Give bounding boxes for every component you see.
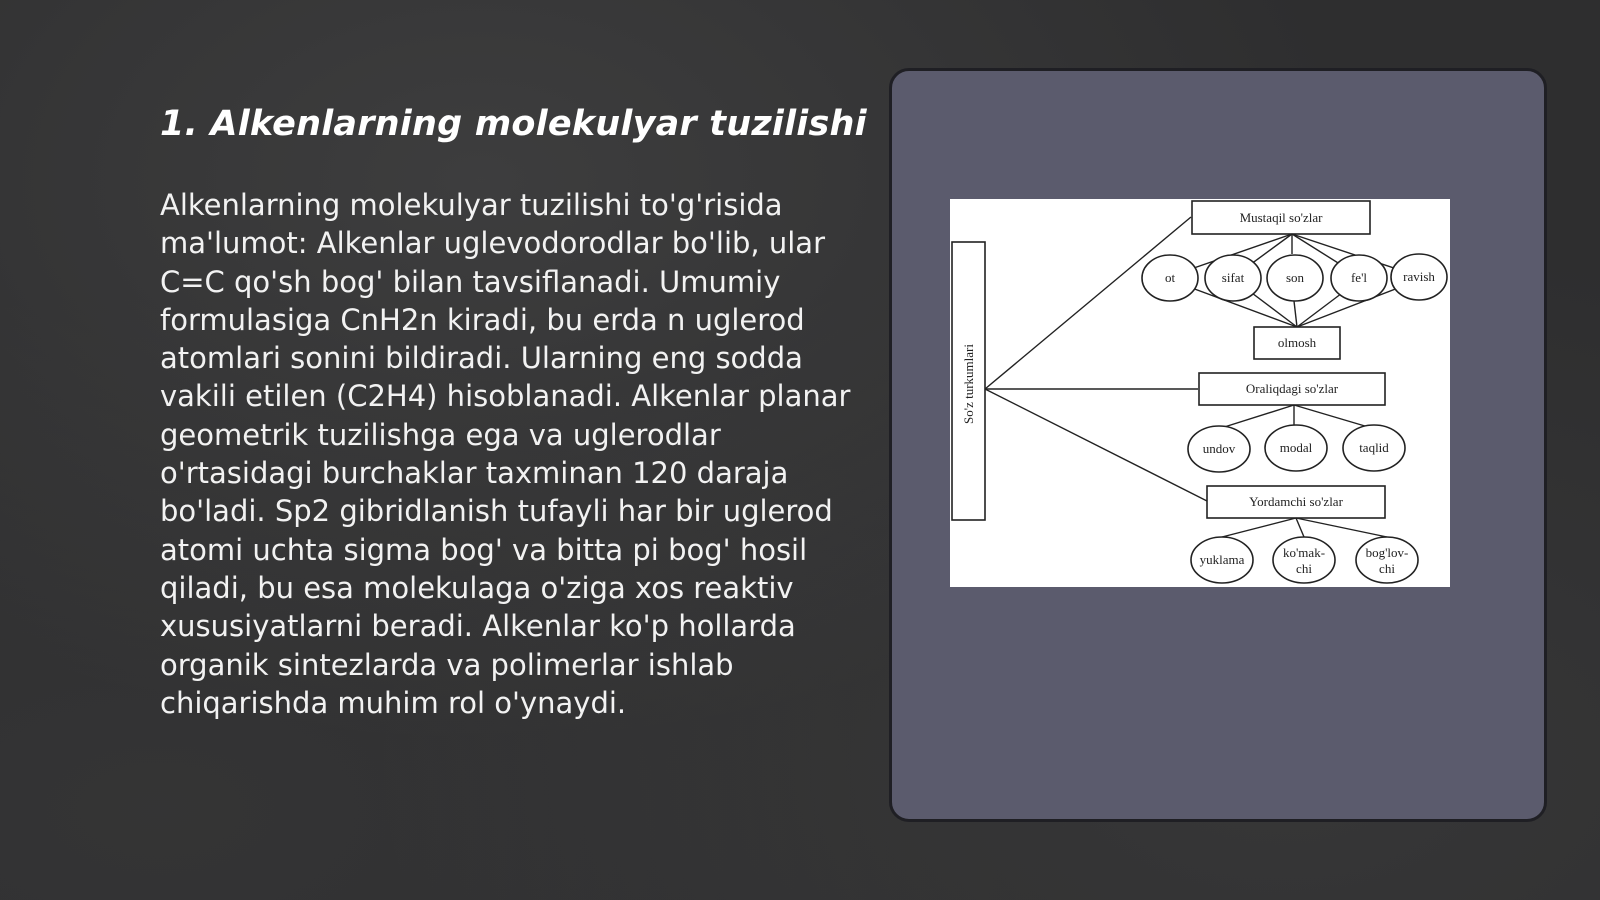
node-ravish-label: ravish (1403, 269, 1435, 284)
node-yuklama-label: yuklama (1199, 552, 1245, 567)
word-classes-diagram (950, 199, 1450, 587)
group-yordamchi-label: Yordamchi so'zlar (1249, 494, 1343, 509)
node-boglovchi (1356, 537, 1418, 583)
node-taqlid-label: taqlid (1359, 440, 1389, 455)
slide-title: 1. Alkenlarning molekulyar tuzilishi (160, 104, 867, 144)
node-modal-label: modal (1279, 440, 1313, 455)
node-komakchi-label-2: chi (1296, 561, 1312, 576)
slide-body-text: Alkenlarning molekulyar tuzilishi to'g'risida ma'lumot: Alkenlar uglevodorodlar bo'lib, ular C=C qo'sh bog' bilan tavsiflanadi. Umumiy formulasiga CnH2n kiradi, bu erda n uglerod atomlari sonini bildiradi. Ularning eng sodda vakili etilen (C2H4) hisoblanadi. Alkenlar planar geometrik tuzilishga ega va uglerodlar o'rtasidagi burchaklar taxminan 120 daraja bo'ladi. Sp2 gibridlanish tufayli har bir uglerod atomi uchta sigma bog' va bitta pi bog' hosil qiladi, bu esa molekulaga o'ziga xos reaktiv xususiyatlarni beradi. Alkenlar ko'p hollarda organik sintezlarda va polimerlar ishlab chiqarishda muhim rol o'ynaydi. (160, 188, 851, 720)
node-son-label: son (1285, 270, 1305, 285)
node-olmosh-label: olmosh (1277, 335, 1317, 350)
root-label: So'z turkumlari (961, 344, 976, 424)
node-boglovchi-label-2: chi (1379, 561, 1395, 576)
node-ot-label: ot (1164, 270, 1176, 285)
node-komakchi (1273, 537, 1335, 583)
node-boglovchi-label-1: bog'lov- (1365, 545, 1409, 560)
node-fel-label: fe'l (1350, 270, 1368, 285)
group-mustaqil-label: Mustaqil so'zlar (1239, 210, 1323, 225)
node-undov-label: undov (1202, 441, 1236, 456)
group-oraliq-label: Oraliqdagi so'zlar (1245, 381, 1339, 396)
diagram-svg (950, 199, 1450, 587)
node-komakchi-label-1: ko'mak- (1282, 545, 1326, 560)
node-sifat-label: sifat (1221, 270, 1245, 285)
